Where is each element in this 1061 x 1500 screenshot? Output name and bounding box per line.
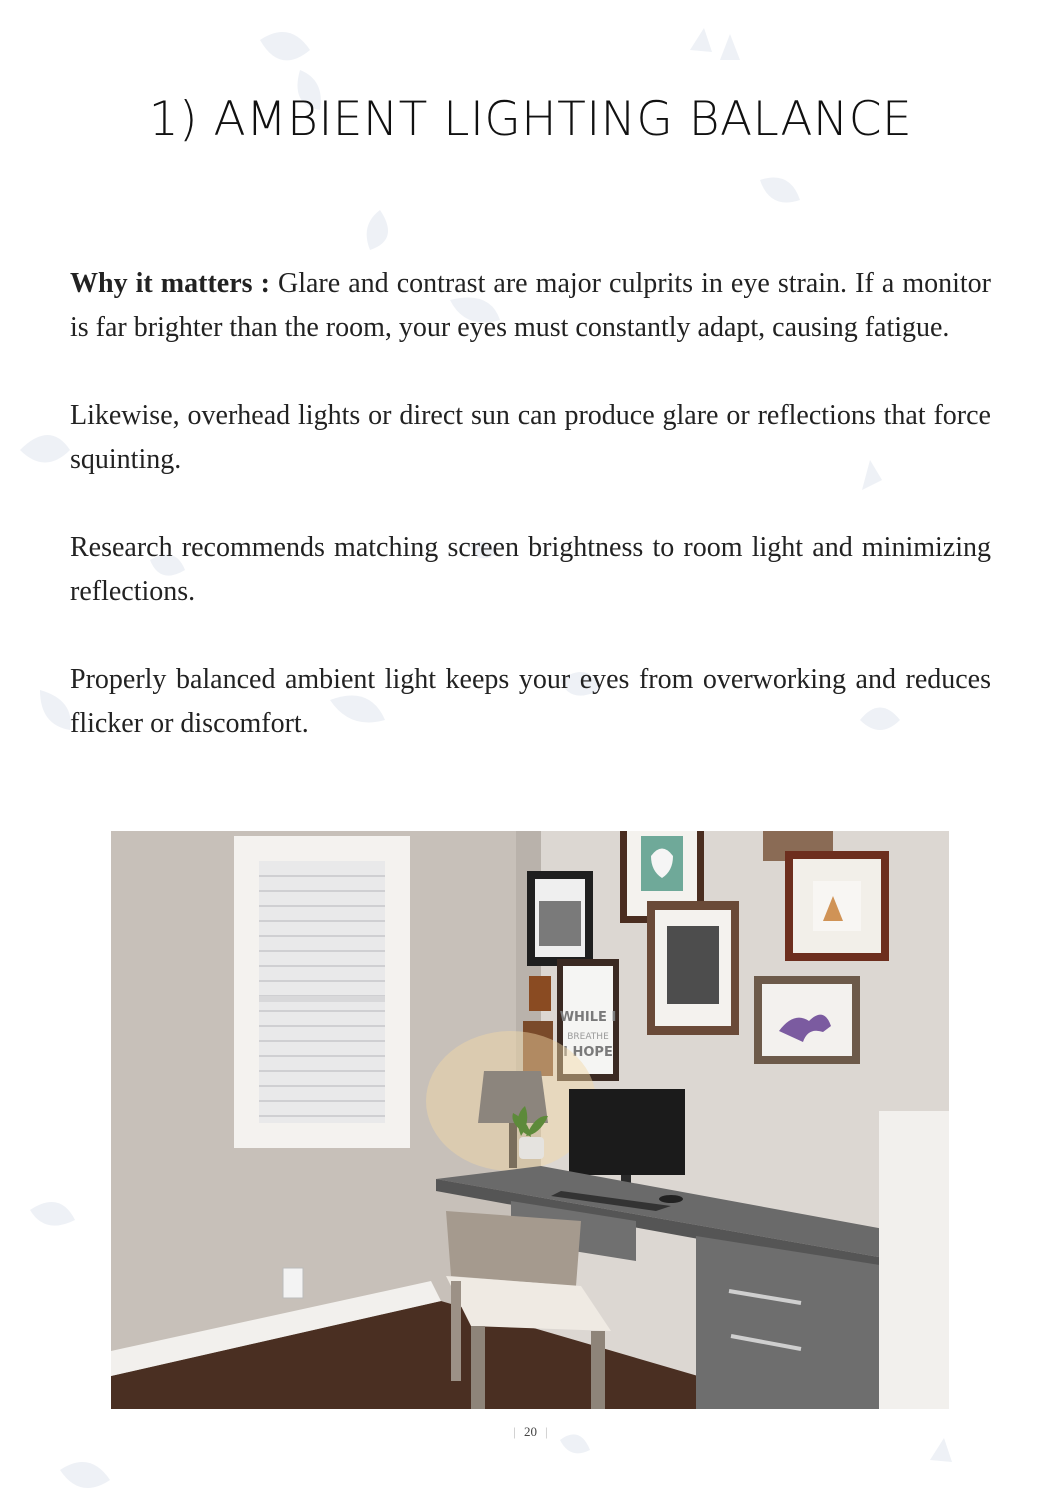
paragraph-lead: Why it matters :	[70, 268, 270, 299]
paragraph-text: Glare and contrast are major culprits in eye strain. If a monitor is far brighter than the room, your eyes must constantly adapt, causing fatigue.	[70, 268, 991, 343]
poster-line-2: BREATHE	[567, 1032, 609, 1042]
home-office-photo	[111, 831, 949, 1409]
paragraph-glare	[70, 394, 991, 482]
side-cabinet	[879, 1111, 949, 1409]
paragraph-text: Research recommends matching screen brightness to room light and minimizing reflections.	[70, 532, 991, 607]
body-text	[70, 262, 991, 790]
paragraph-balanced-light	[70, 658, 991, 746]
window-blinds	[259, 861, 385, 1123]
wall-outlet	[283, 1268, 303, 1298]
page-footer: | 20 |	[513, 1424, 548, 1439]
paragraph-why-it-matters	[70, 262, 991, 350]
poster-line-3: I HOPE	[563, 1045, 613, 1060]
paragraph-text: Properly balanced ambient light keeps your eyes from overworking and reduces flicker or discomfort.	[70, 664, 991, 739]
page-number: 20	[524, 1424, 537, 1439]
page-title: 1) AMBIENT LIGHTING BALANCE	[148, 92, 913, 147]
poster-line-1: WHILE I	[559, 1010, 617, 1025]
paragraph-research	[70, 526, 991, 614]
paragraph-text: Likewise, overhead lights or direct sun can produce glare or reflections that force squinting.	[70, 400, 991, 475]
